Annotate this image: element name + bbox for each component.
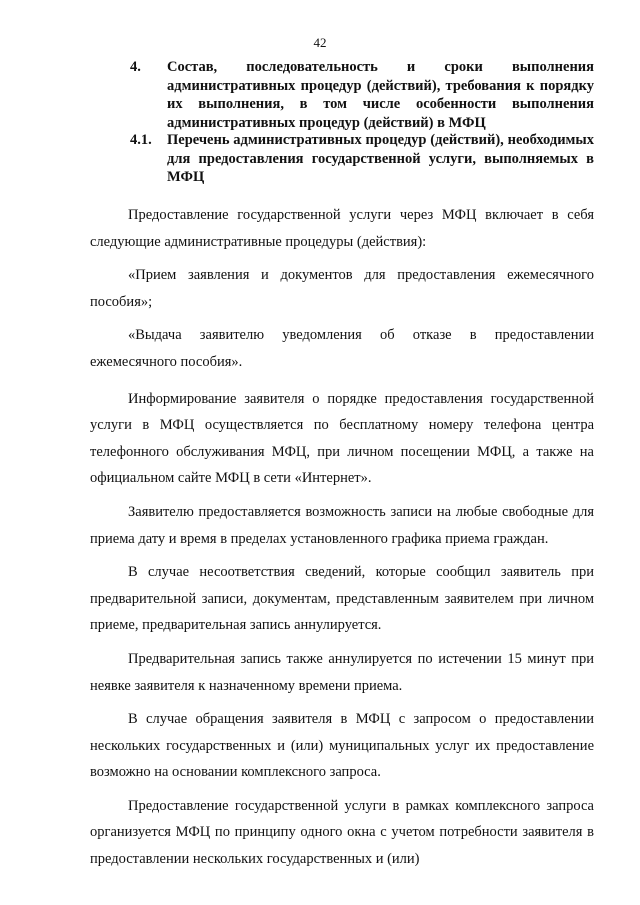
section-title: Состав, последовательность и сроки выполнения административных процедур (действий), требования к порядку их выполнения, в том числе особенности выполнения административных процедур (действий) в МФЦ xyxy=(167,59,594,132)
paragraph-booking: Заявителю предоставляется возможность записи на любые свободные для приема дату и время в пределах установленного графика приема граждан. xyxy=(90,503,594,547)
paragraph-one-window: Предоставление государственной услуги в рамках комплексного запроса организуется МФЦ по принципу одного окна с учетом потребности заявителя в предоставлении нескольких государственных и (или) xyxy=(90,797,594,868)
subsection-title: Перечень административных процедур (действий), необходимых для предоставления государственной услуги, выполняемых в МФЦ xyxy=(167,132,594,186)
paragraph-intro: Предоставление государственной услуги через МФЦ включает в себя следующие административные процедуры (действия): xyxy=(90,207,594,250)
document-body xyxy=(90,202,594,880)
section-number: 4. xyxy=(130,59,141,75)
section-heading xyxy=(130,58,594,133)
page-number: 42 xyxy=(313,35,327,50)
paragraph-cancellation: Предварительная запись также аннулируется по истечении 15 минут при неявке заявителя к назначенному времени приема. xyxy=(90,650,594,694)
paragraph-procedure-1: «Прием заявления и документов для предоставления ежемесячного пособия»; xyxy=(90,267,594,310)
paragraph-complex-request: В случае обращения заявителя в МФЦ с запросом о предоставлении нескольких государственных и (или) муниципальных услуг их предоставление возможно на основании комплексного запроса. xyxy=(90,711,594,781)
paragraph-mismatch: В случае несоответствия сведений, которые сообщил заявитель при предварительной записи, документам, представленным заявителем при личном приеме, предварительная запись аннулируется. xyxy=(90,564,594,634)
paragraph-informing: Информирование заявителя о порядке предоставления государственной услуги в МФЦ осуществляется по бесплатному номеру телефона центра телефонного обслуживания МФЦ, при личном посещении МФЦ, а также на официальном сайте МФЦ в сети «Интернет». xyxy=(90,390,594,487)
paragraph-procedure-2: «Выдача заявителю уведомления об отказе в предоставлении ежемесячного пособия». xyxy=(90,327,594,370)
subsection-number: 4.1. xyxy=(130,132,152,148)
subsection-heading xyxy=(130,131,594,187)
